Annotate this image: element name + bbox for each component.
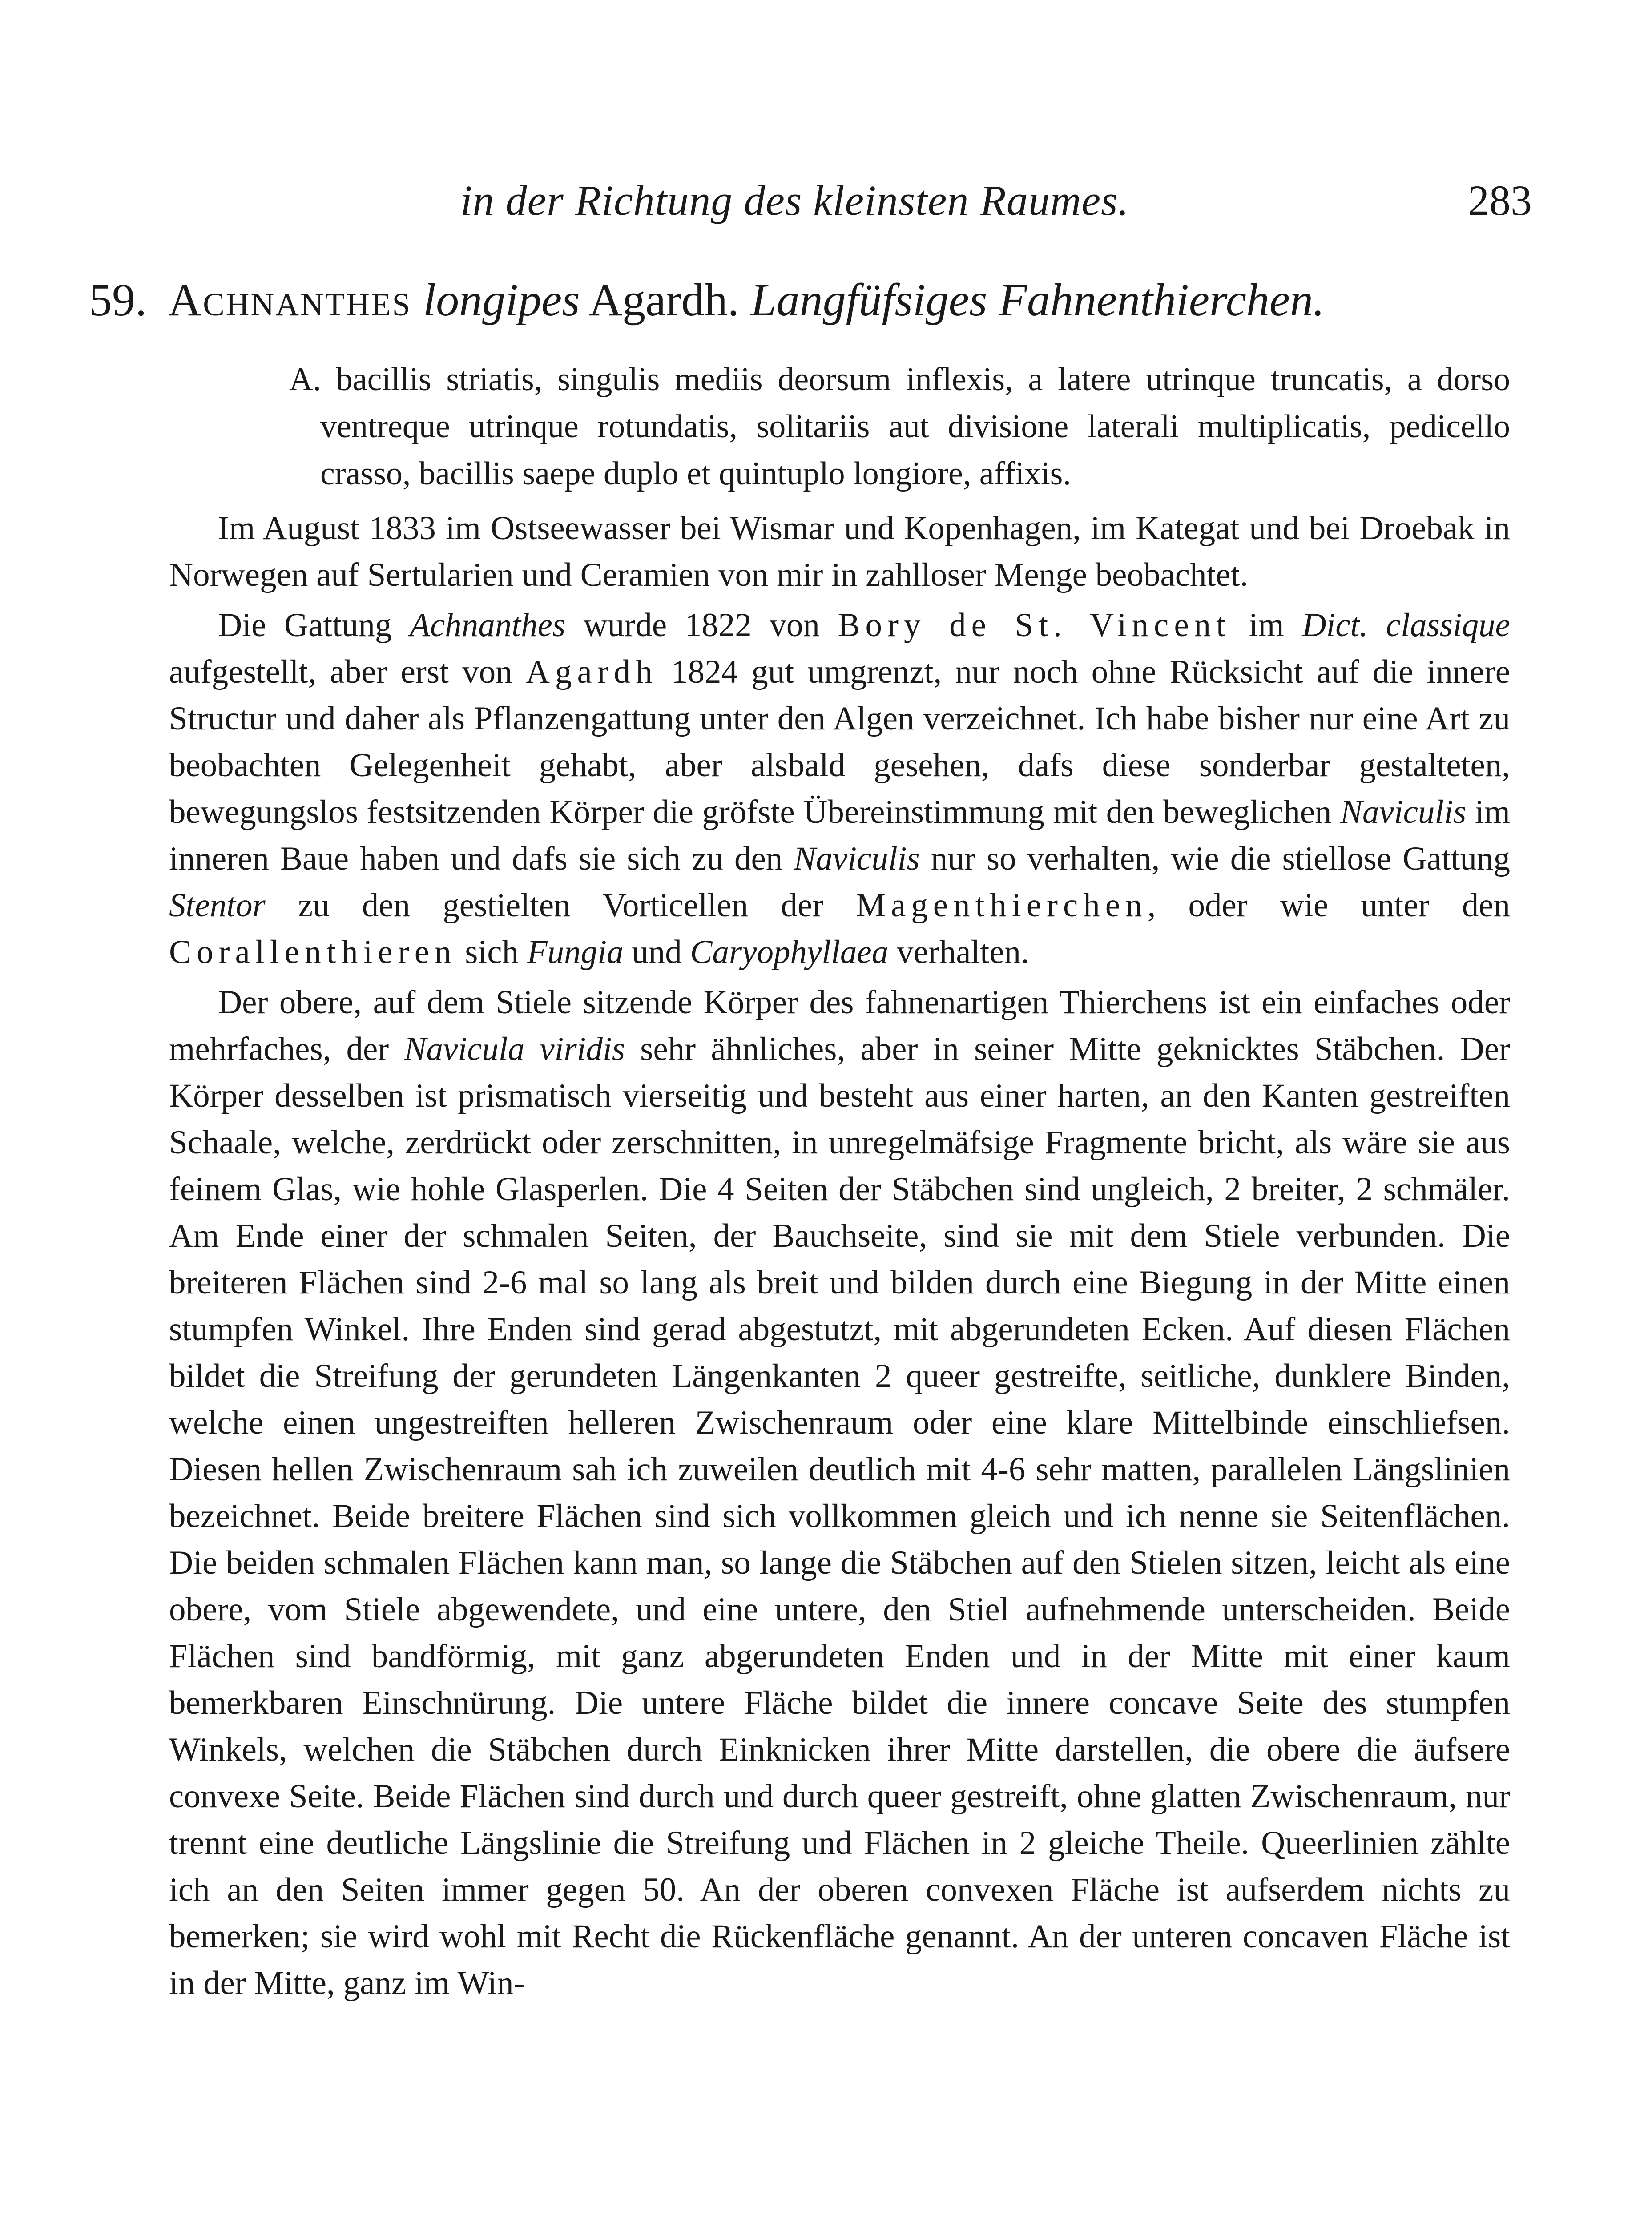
page-number: 283 — [1468, 177, 1532, 224]
taxon-name: Naviculis — [794, 840, 920, 877]
text-run: 1824 gut umgrenzt, nur noch ohne Rücksicht auf die innere Structur und daher als Pflanzengattung unter den Algen verzeichnet. Ich habe bisher nur eine Art zu beobachten Gelegenheit gehabt, aber alsbald gesehen, dafs diese sonderbar gestalteten, bewegungslos festsitzenden Körper die gröfste Übereinstimmung mit den beweglichen — [169, 653, 1510, 830]
taxon-name: Achnanthes — [410, 607, 566, 644]
text-run: verhalten. — [888, 934, 1029, 971]
text-run: im inneren Baue haben und dafs sie sich zu den — [169, 794, 1510, 877]
entry-number: 59. — [89, 274, 147, 326]
taxon-name: Caryophyllaea — [690, 934, 889, 971]
text-run: aufgestellt, aber erst von — [169, 653, 526, 690]
running-head: in der Richtung des kleinsten Raumes. — [460, 177, 1129, 224]
text-run: , oder wie unter den — [1147, 887, 1510, 924]
paragraph-description — [169, 979, 1510, 2006]
text-run: nur so verhalten, wie die stiellose Gattung — [919, 840, 1510, 877]
taxon-name: Fungia — [527, 934, 624, 971]
common-name: Langfüfsiges Fahnenthierchen. — [750, 274, 1325, 326]
text-run: sehr ähnliches, aber in seiner Mitte geknicktes Stäbchen. Der Körper desselben ist prismatisch vierseitig und besteht aus einer harten, an den Kanten gestreiften Schaale, welche, zerdrückt oder zerschnitten, in unregelmäfsige Fragmente bricht, als wäre sie aus feinem Glas, wie hohle Glasperlen. Die 4 Seiten der Stäbchen sind ungleich, 2 breiter, 2 schmäler. Am Ende einer der schmalen Seiten, der Bauchseite, sind sie mit dem Stiele verbunden. Die breiteren Flächen sind 2-6 mal so lang als breit und bilden durch eine Biegung in der Mitte einen stumpfen Winkel. Ihre Enden sind gerad abgestutzt, mit abgerundeten Ecken. Auf diesen Flächen bildet die Streifung der gerundeten Längenkanten 2 queer gestreifte, seitliche, dunklere Binden, welche einen ungestreiften helleren Zwischenraum oder eine klare Mittelbinde einschliefsen. Diesen hellen Zwischenraum sah ich zuweilen deutlich mit 4-6 sehr matten, parallelen Längslinien bezeichnet. Beide breitere Flächen sind sich vollkommen gleich und ich nenne sie Seitenflächen. Die beiden schmalen Flächen kann man, so lange die Stäbchen auf den Stielen sitzen, leicht als eine obere, vom Stiele abgewendete, und eine untere, den Stiel aufnehmende unterscheiden. Beide Flächen sind bandförmig, mit ganz abgerundeten Enden und in der Mitte mit einer kaum bemerkbaren Einschnürung. Die untere Fläche bildet die innere concave Seite des stumpfen Winkels, welchen die Stäbchen durch Einknicken ihrer Mitte darstellen, die obere die äufsere convexe Seite. Beide Flächen sind durch und durch queer gestreift, ohne glatten Zwischenraum, nur trennt eine deutliche Längslinie die Streifung und Flächen in 2 gleiche Theile. Queerlinien zählte ich an den Seiten immer gegen 50. An der oberen convexen Fläche ist aufserdem nichts zu bemerken; sie wird wohl mit Recht die Rückenfläche genannt. An der unteren concaven Fläche ist in der Mitte, ganz im Win- — [169, 1031, 1510, 2002]
taxon-name: Naviculis — [1340, 794, 1467, 830]
text-run: Die Gattung — [218, 607, 410, 644]
text-run: Der obere, auf dem Stiele sitzende Körper des fahnenartigen Thierchens ist ein einfaches oder mehrfaches, der — [169, 984, 1510, 1068]
text-run: wurde 1822 von — [565, 607, 838, 644]
text-run: zu den gestielten Vorticellen der — [265, 887, 856, 924]
text-run: sich — [456, 934, 527, 971]
work-title: Dict. classique — [1302, 607, 1510, 644]
body-text — [169, 505, 1510, 2010]
text-run: und — [623, 934, 690, 971]
species-name: longipes — [423, 274, 580, 326]
latin-diagnosis: A. bacillis striatis, singulis mediis deorsum inflexis, a latere utrinque truncatis, a dorso ventreque utrinque rotundatis, solitariis aut divisione laterali multiplicatis, pedicello crasso, bacillis saepe duplo et quintuplo longiore, affixis. — [289, 361, 1510, 492]
paragraph-genus-history — [169, 602, 1510, 975]
group-name: Magenthierchen — [856, 887, 1148, 924]
person-name: Agardh — [525, 653, 658, 690]
species-heading — [89, 274, 1557, 326]
text-run: im — [1230, 607, 1302, 644]
taxon-name: Stentor — [169, 887, 266, 924]
genus-name: Achnanthes — [168, 274, 412, 326]
author-name: Agardh. — [588, 274, 739, 326]
group-name: Corallenthieren — [169, 934, 457, 971]
paragraph-locality: Im August 1833 im Ostseewasser bei Wismar und Kopenhagen, im Kategat und bei Droebak in Norwegen auf Sertularien und Ceramien von mir in zahlloser Menge beobachtet. — [169, 510, 1510, 593]
taxon-name: Navicula viridis — [404, 1031, 625, 1068]
person-name: Bory de St. Vincent — [838, 607, 1231, 644]
